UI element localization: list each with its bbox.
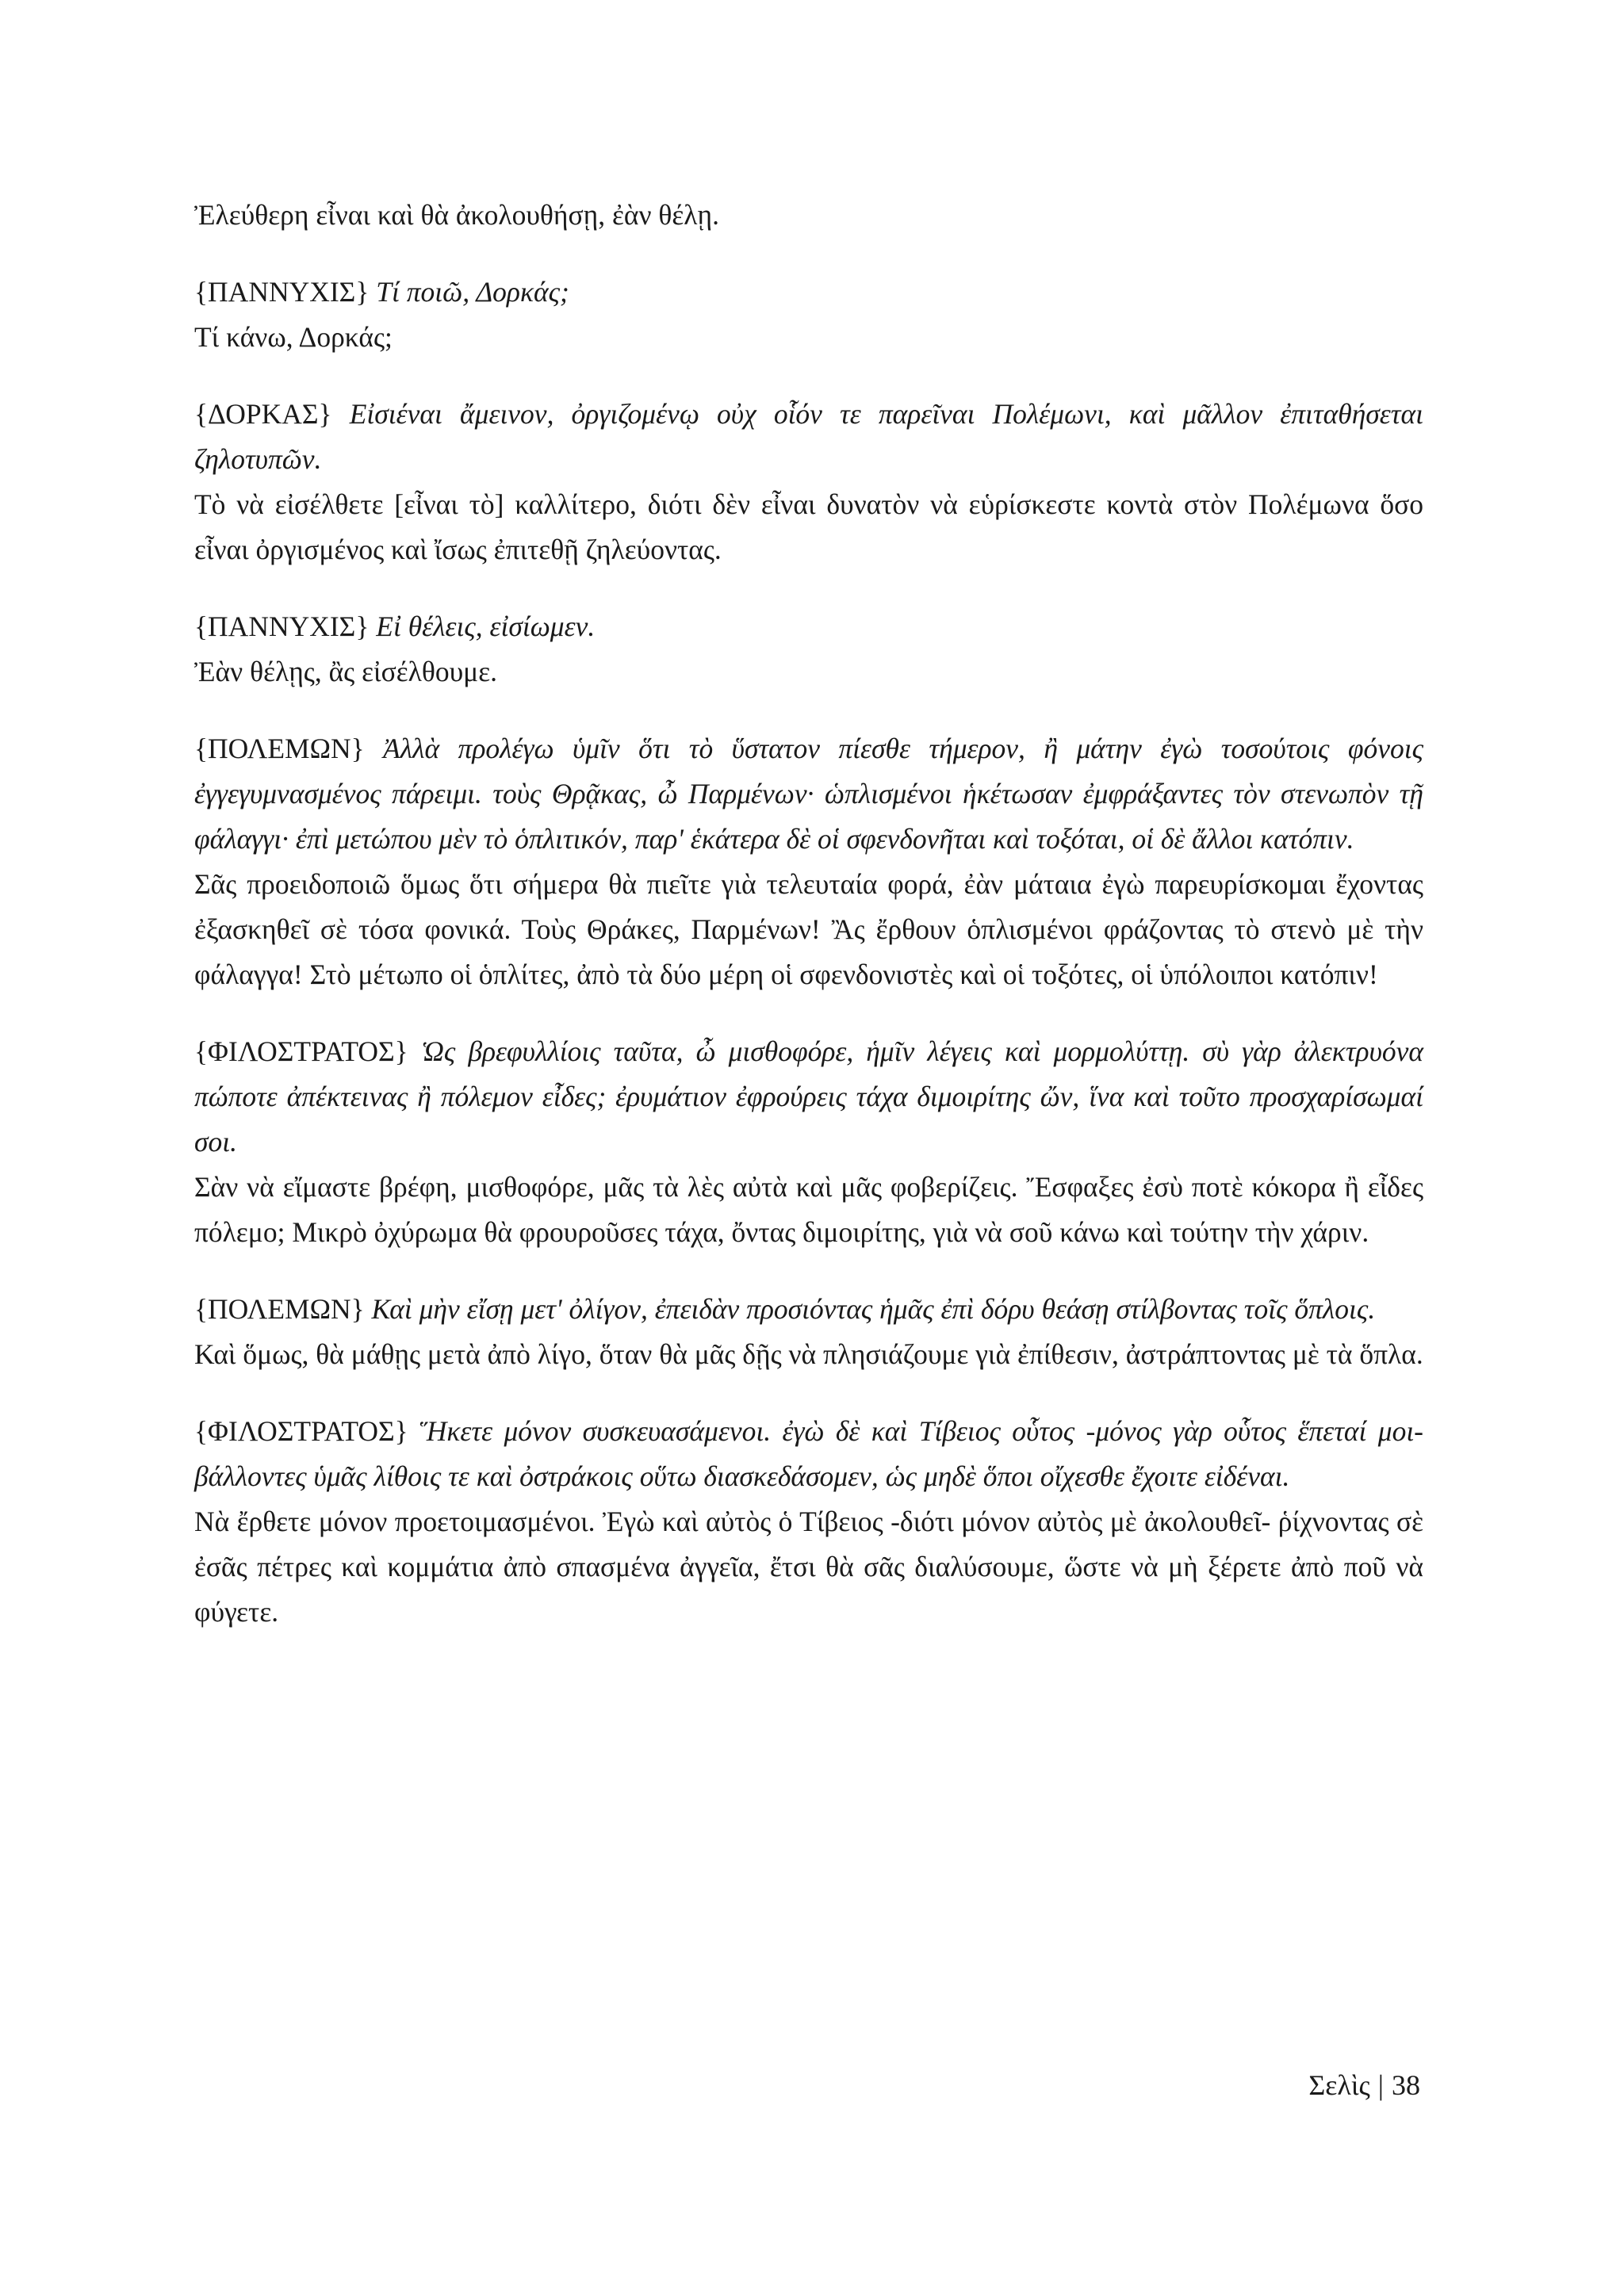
footer-label: Σελὶς <box>1308 2069 1370 2101</box>
translation-text: Σᾶς προειδοποιῶ ὅμως ὅτι σήμερα θὰ πιεῖτε γιὰ τελευταία φορά, ἐὰν μάταια ἐγὼ παρευρίσκομαι ἔχοντας ἐξασκηθεῖ σὲ τόσα φονικά. Τοὺς Θράκες, Παρμένων! Ἂς ἔρθουν ὁπλισμένοι φράζοντας τὸ στενὸ μὲ τὴν φάλαγγα! Στὸ μέτωπο οἱ ὁπλίτες, ἀπὸ τὰ δύο μέρη οἱ σφενδονιστὲς καὶ οἱ τοξότες, οἱ ὑπόλοιποι κατόπιν! <box>194 868 1423 990</box>
ancient-greek-text: Τί ποιῶ, Δορκάς; <box>376 276 569 308</box>
speaker-label: {ΦΙΛΟΣΤΡΑΤΟΣ} <box>194 1415 408 1447</box>
document-body <box>194 193 1423 1667</box>
translation-text: Ἐὰν θέλῃς, ἂς εἰσέλθουμε. <box>194 656 497 687</box>
translation-text: Σὰν νὰ εἴμαστε βρέφη, μισθοφόρε, μᾶς τὰ λὲς αὐτὰ καὶ μᾶς φοβερίζεις. Ἔσφαξες ἐσὺ ποτὲ κόκορα ἢ εἶδες πόλεμο; Μικρὸ ὀχύρωμα θὰ φρουροῦσες τάχα, ὄντας διμοιρίτης, γιὰ νὰ σοῦ κάνω καὶ τούτην τὴν χάριν. <box>194 1171 1423 1248</box>
translation-text: Νὰ ἔρθετε μόνον προετοιμασμένοι. Ἐγὼ καὶ αὐτὸς ὁ Τίβειος -διότι μόνον αὐτὸς μὲ ἀκολουθεῖ- ῥίχνοντας σὲ ἐσᾶς πέτρες καὶ κομμάτια ἀπὸ σπασμένα ἀγγεῖα, ἔτσι θὰ σᾶς διαλύσουμε, ὥστε νὰ μὴ ξέρετε ἀπὸ ποῦ νὰ φύγετε. <box>194 1506 1423 1628</box>
dialogue-block-polemon-1 <box>194 726 1423 997</box>
ancient-greek-text: Ὡς βρεφυλλίοις ταῦτα, ὦ μισθοφόρε, ἡμῖν λέγεις καὶ μορμολύττῃ. σὺ γὰρ ἀλεκτρυόνα πώποτε ἀπέκτεινας ἢ πόλεμον εἶδες; ἐρυμάτιον ἐφρούρεις τάχα διμοιρίτης ὤν, ἵνα καὶ τοῦτο προσχαρίσωμαί σοι. <box>194 1035 1423 1158</box>
dialogue-block-pannychis-2 <box>194 604 1423 695</box>
ancient-greek-text: Ἥκετε μόνον συσκευασάμενοι. ἐγὼ δὲ καὶ Τίβειος οὗτος -μόνος γὰρ οὗτος ἕπεταί μοι- βάλλοντες ὑμᾶς λίθοις τε καὶ ὀστράκοις οὕτω διασκεδάσομεν, ὡς μηδὲ ὅποι οἴχεσθε ἔχοιτε εἰδέναι. <box>194 1415 1424 1492</box>
ancient-greek-text: Ἀλλὰ προλέγω ὑμῖν ὅτι τὸ ὕστατον πίεσθε τήμερον, ἢ μάτην ἐγὼ τοσούτοις φόνοις ἐγγεγυμνασμένος πάρειμι. τοὺς Θρᾷκας, ὦ Παρμένων· ὡπλισμένοι ἡκέτωσαν ἐμφράξαντες τὸν στενωπὸν τῇ φάλαγγι· ἐπὶ μετώπου μὲν τὸ ὁπλιτικόν, παρ' ἑκάτερα δὲ οἱ σφενδονῆται καὶ τοξόται, οἱ δὲ ἄλλοι κατόπιν. <box>194 733 1423 855</box>
dialogue-block-philostratos-1 <box>194 1029 1423 1255</box>
speaker-label: {ΦΙΛΟΣΤΡΑΤΟΣ} <box>194 1035 408 1067</box>
greek-line <box>194 270 1423 315</box>
speaker-label: {ΔΟΡΚΑΣ} <box>194 398 332 430</box>
greek-line <box>194 1287 1423 1332</box>
speaker-label: {ΠΑΝΝΥΧΙΣ} <box>194 610 370 642</box>
dialogue-block-dorkas <box>194 392 1423 572</box>
greek-line <box>194 392 1423 482</box>
speaker-label: {ΠΟΛΕΜΩΝ} <box>194 1293 365 1325</box>
speaker-label: {ΠΑΝΝΥΧΙΣ} <box>194 276 370 308</box>
paragraph-1 <box>194 193 1423 238</box>
translation-text: Τὸ νὰ εἰσέλθετε [εἶναι τὸ] καλλίτερο, διότι δὲν εἶναι δυνατὸν νὰ εὑρίσκεστε κοντὰ στὸν Πολέμωνα ὅσο εἶναι ὀργισμένος καὶ ἴσως ἐπιτεθῇ ζηλεύοντας. <box>194 488 1423 565</box>
greek-line <box>194 604 1423 649</box>
footer-separator: | <box>1377 2069 1384 2101</box>
page-footer <box>1308 2065 1420 2105</box>
page-number: 38 <box>1392 2069 1420 2101</box>
dialogue-block-philostratos-2 <box>194 1409 1423 1635</box>
translation-text: Ἐλεύθερη εἶναι καὶ θὰ ἀκολουθήσῃ, ἐὰν θέλῃ. <box>194 199 719 231</box>
translation-text: Τί κάνω, Δορκάς; <box>194 321 393 353</box>
translation-text: Καὶ ὅμως, θὰ μάθῃς μετὰ ἀπὸ λίγο, ὅταν θὰ μᾶς δῇς νὰ πλησιάζουμε γιὰ ἐπίθεσιν, ἀστράπτοντας μὲ τὰ ὅπλα. <box>194 1338 1423 1370</box>
greek-line <box>194 1029 1423 1165</box>
greek-line <box>194 1409 1423 1499</box>
ancient-greek-text: Εἰ θέλεις, εἰσίωμεν. <box>376 610 596 642</box>
greek-line <box>194 726 1423 862</box>
ancient-greek-text: Εἰσιέναι ἄμεινον, ὀργιζομένῳ οὐχ οἷόν τε παρεῖναι Πολέμωνι, καὶ μᾶλλον ἐπιταθήσεται ζηλοτυπῶν. <box>194 398 1424 475</box>
speaker-label: {ΠΟΛΕΜΩΝ} <box>194 733 365 764</box>
dialogue-block-pannychis-1 <box>194 270 1423 360</box>
dialogue-block-polemon-2 <box>194 1287 1423 1377</box>
ancient-greek-text: Καὶ μὴν εἴσῃ μετ' ὀλίγον, ἐπειδὰν προσιόντας ἡμᾶς ἐπὶ δόρυ θεάσῃ στίλβοντας τοῖς ὅπλοις. <box>371 1293 1376 1325</box>
